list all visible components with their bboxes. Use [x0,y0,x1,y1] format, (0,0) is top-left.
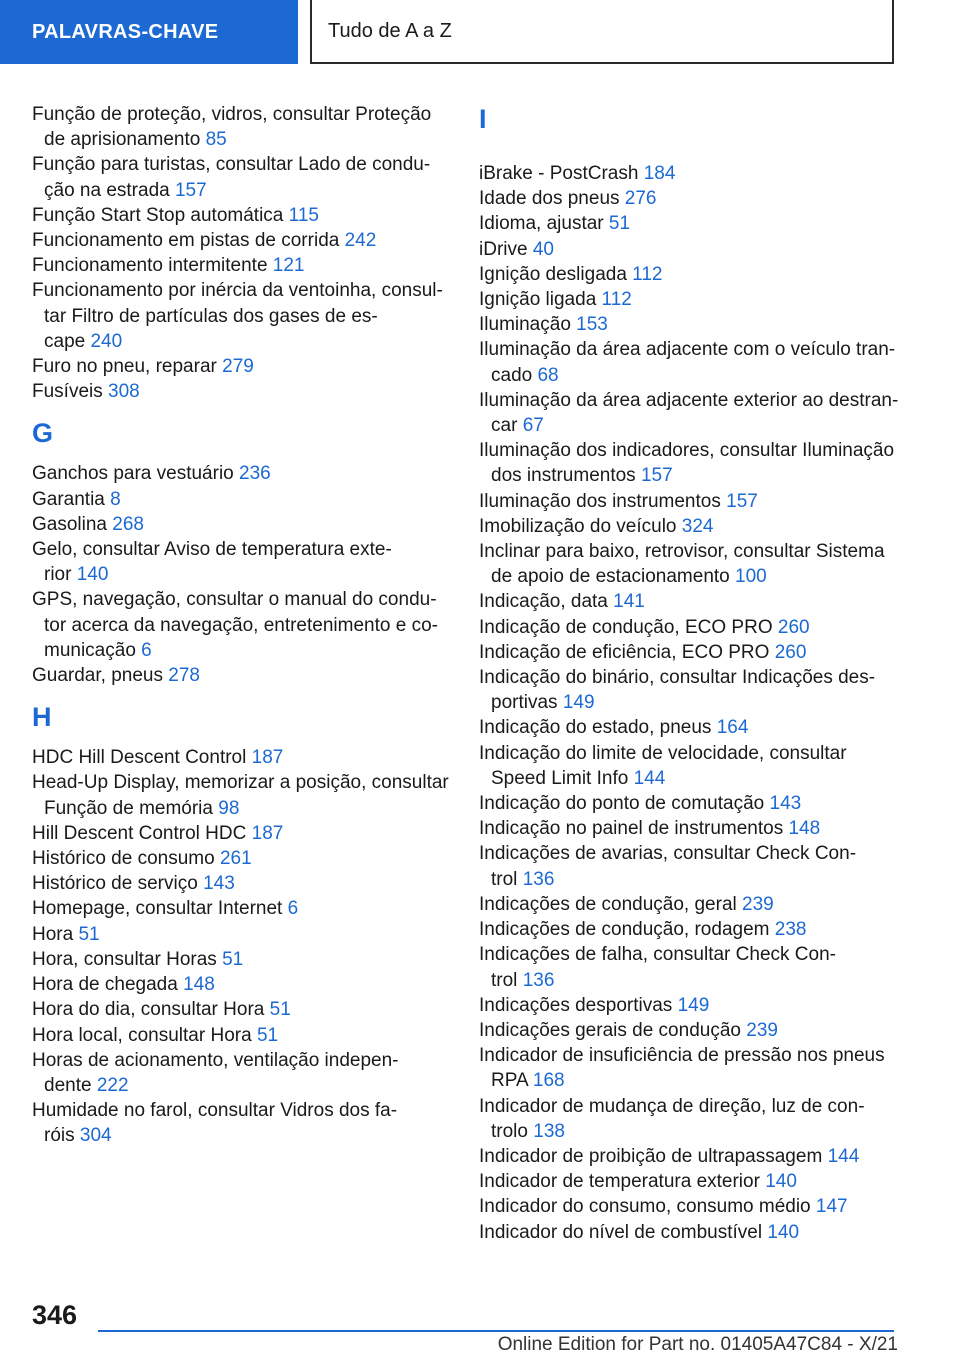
page-link[interactable]: 138 [533,1120,565,1142]
index-entry: Furo no pneu, reparar 279 [32,356,254,378]
footer-edition-text: Online Edition for Part no. 01405A47C84 - X/21 [497,1334,898,1355]
page-link[interactable]: 238 [774,919,807,941]
page-link[interactable]: 148 [183,974,215,996]
page-link[interactable]: 143 [769,793,802,815]
page-link[interactable]: 51 [256,1024,279,1046]
page-link[interactable]: 148 [788,818,821,840]
index-entry: Indicador de proibição de ultrapassagem 144 [479,1145,860,1167]
index-entry: Indicação do ponto de comutação 143 [479,793,802,815]
section-letter-i: I [479,104,487,134]
page-link[interactable]: 187 [251,822,284,844]
index-entry: Fusíveis 308 [32,381,140,403]
page-link[interactable]: 157 [640,465,673,487]
page-link[interactable]: 149 [562,692,595,714]
page-link[interactable]: 51 [222,948,244,970]
index-entry: Indicações de avarias, consultar Check Con- trol 136 [479,843,857,890]
page-link[interactable]: 144 [633,767,666,789]
page-link[interactable]: 240 [90,330,123,352]
page-link[interactable]: 140 [767,1221,800,1243]
index-entry: Iluminação dos indicadores, consultar Iluminação dos instrumentos 157 [479,440,895,487]
index-entry: HDC Hill Descent Control 187 [32,747,284,769]
index-entry: Função Start Stop automática 115 [32,204,319,226]
page-link[interactable]: 121 [272,255,305,277]
section-letter-g: G [32,418,54,449]
index-entry: Histórico de serviço 143 [32,873,235,895]
page-link[interactable]: 260 [777,616,810,638]
index-entry: Iluminação da área adjacente com o veículo tran- cado 68 [479,339,896,386]
index-entry: Imobilização do veículo 324 [479,515,714,537]
index-entry: Indicações de condução, rodagem 238 [479,919,807,941]
page-link[interactable]: 153 [576,314,608,336]
index-entry: Hora local, consultar Hora 51 [32,1024,279,1046]
page-link[interactable]: 268 [112,513,144,535]
index-entry: Funcionamento em pistas de corrida 242 [32,230,377,252]
page-link[interactable]: 261 [219,848,252,870]
page-link[interactable]: 308 [108,381,140,403]
index-entry: Ganchos para vestuário 236 [32,463,271,485]
page-link[interactable]: 157 [726,490,758,512]
page-link[interactable]: 51 [78,923,100,945]
index-entry: Guardar, pneus 278 [32,665,200,687]
page-link[interactable]: 112 [632,263,663,285]
page-link[interactable]: 157 [174,179,207,201]
page-number: 346 [32,1300,78,1330]
page-link[interactable]: 40 [532,238,554,260]
index-entry: Indicador de mudança de direção, luz de con- trolo 138 [479,1095,865,1142]
page-link[interactable]: 236 [239,463,271,485]
index-entry: Hill Descent Control HDC 187 [32,822,284,844]
page-link[interactable]: 136 [522,868,555,890]
index-entry: Indicador de insuficiência de pressão nos pneus RPA 168 [479,1045,885,1092]
index-entry: Idade dos pneus 276 [479,188,657,210]
page-link[interactable]: 141 [613,591,645,613]
index-entry: Indicador do nível de combustível 140 [479,1221,800,1243]
index-column-left [32,102,452,1149]
page-link[interactable]: 136 [522,969,555,991]
page-link[interactable]: 8 [110,488,121,510]
page-link[interactable]: 222 [96,1074,129,1096]
index-entry: Iluminação 153 [479,314,608,336]
page-link[interactable]: 98 [218,797,240,819]
page-link[interactable]: 143 [203,873,235,895]
page-link[interactable]: 68 [537,364,559,386]
index-entry: Indicador do consumo, consumo médio 147 [479,1196,848,1218]
index-entry: Indicações de condução, geral 239 [479,893,774,915]
page-link[interactable]: 260 [774,641,807,663]
index-entry: Indicação do limite de velocidade, consultar Speed Limit Info 144 [479,742,847,789]
page-link[interactable]: 279 [222,356,254,378]
index-entry: Indicador de temperatura exterior 140 [479,1171,797,1193]
index-entry: Hora do dia, consultar Hora 51 [32,999,291,1021]
index-entry: Indicação de condução, ECO PRO 260 [479,616,810,638]
page-link[interactable]: 276 [624,188,657,210]
page-link[interactable]: 239 [746,1019,778,1041]
index-entry: Garantia 8 [32,488,121,510]
index-entry: Hora 51 [32,923,100,945]
index-entry: Homepage, consultar Internet 6 [32,898,299,920]
index-entry: Indicação do binário, consultar Indicações des- portivas 149 [479,667,876,714]
index-entry: Humidade no farol, consultar Vidros dos fa- róis 304 [32,1100,398,1147]
index-entry: Indicação, data 141 [479,591,645,613]
footer-divider [98,1330,894,1332]
index-entry: Indicação no painel de instrumentos 148 [479,818,821,840]
tab-a-to-z[interactable] [310,0,894,64]
index-entry: iDrive 40 [479,238,554,260]
section-letter-h: H [32,702,52,733]
page-link[interactable]: 304 [79,1125,112,1147]
index-entry: Head-Up Display, memorizar a posição, consultar Função de memória 98 [32,772,449,819]
tab-a-to-z-label: Tudo de A a Z [328,19,452,42]
index-entry: Iluminação da área adjacente exterior ao destran- car 67 [479,389,899,437]
page-link[interactable]: 100 [735,566,767,588]
page-link[interactable]: 6 [287,898,299,920]
index-entry: Indicações gerais de condução 239 [479,1019,778,1041]
index-entry: Funcionamento por inércia da ventoinha, consul- tar Filtro de partículas dos gases de es- cape 240 [32,280,443,352]
index-entry: Indicações desportivas 149 [479,994,710,1016]
page-link[interactable]: 324 [681,515,714,537]
page-link[interactable]: 239 [742,893,774,915]
page-link[interactable]: 149 [677,994,710,1016]
index-entry: Função de proteção, vidros, consultar Proteção de aprisionamento 85 [32,104,432,151]
page-link[interactable]: 67 [522,415,544,437]
index-column-right [479,102,899,1245]
index-entry: Funcionamento intermitente 121 [32,255,305,277]
index-entry: Histórico de consumo 261 [32,848,252,870]
index-entry: Horas de acionamento, ventilação indepen- dente 222 [32,1049,399,1096]
index-entry: Função para turistas, consultar Lado de condu- ção na estrada 157 [32,154,431,201]
index-entry: Idioma, ajustar 51 [479,213,631,235]
page-link[interactable]: 184 [643,163,676,184]
page-link[interactable]: 112 [601,289,632,311]
index-entry: GPS, navegação, consultar o manual do condu- tor acerca da navegação, entretenimento e co- municação 6 [32,589,438,661]
page-link[interactable]: 6 [141,639,152,661]
page-link[interactable]: 115 [288,204,319,226]
page-link[interactable]: 168 [532,1070,565,1092]
page-link[interactable]: 187 [251,747,284,769]
page-link[interactable]: 278 [168,665,200,687]
index-entry: Indicação do estado, pneus 164 [479,717,749,739]
index-entry: Gelo, consultar Aviso de temperatura exte- rior 140 [32,539,392,586]
index-entry: Indicação de eficiência, ECO PRO 260 [479,641,807,663]
index-entry: Ignição ligada 112 [479,289,632,311]
page-link[interactable]: 144 [827,1145,860,1167]
index-entry: Ignição desligada 112 [479,263,663,285]
page-link[interactable]: 140 [76,564,109,586]
index-entry: Iluminação dos instrumentos 157 [479,490,758,512]
page-link[interactable]: 242 [344,230,377,252]
index-entry: Inclinar para baixo, retrovisor, consultar Sistema de apoio de estacionamento 100 [479,541,885,588]
page-link[interactable]: 147 [815,1196,848,1218]
index-entry: Hora, consultar Horas 51 [32,948,244,970]
index-entry: iBrake - PostCrash 184 [479,163,676,184]
page-link[interactable]: 85 [205,129,227,151]
index-entry: Gasolina 268 [32,513,144,535]
tab-keywords[interactable] [0,0,298,64]
page-link[interactable]: 51 [608,213,631,235]
page-link[interactable]: 164 [716,717,749,739]
index-entry: Indicações de falha, consultar Check Con- trol 136 [479,944,836,991]
tab-keywords-label: PALAVRAS-CHAVE [32,20,219,43]
page-link[interactable]: 140 [765,1171,797,1193]
page-link[interactable]: 51 [269,999,291,1021]
index-entry: Hora de chegada 148 [32,974,215,996]
